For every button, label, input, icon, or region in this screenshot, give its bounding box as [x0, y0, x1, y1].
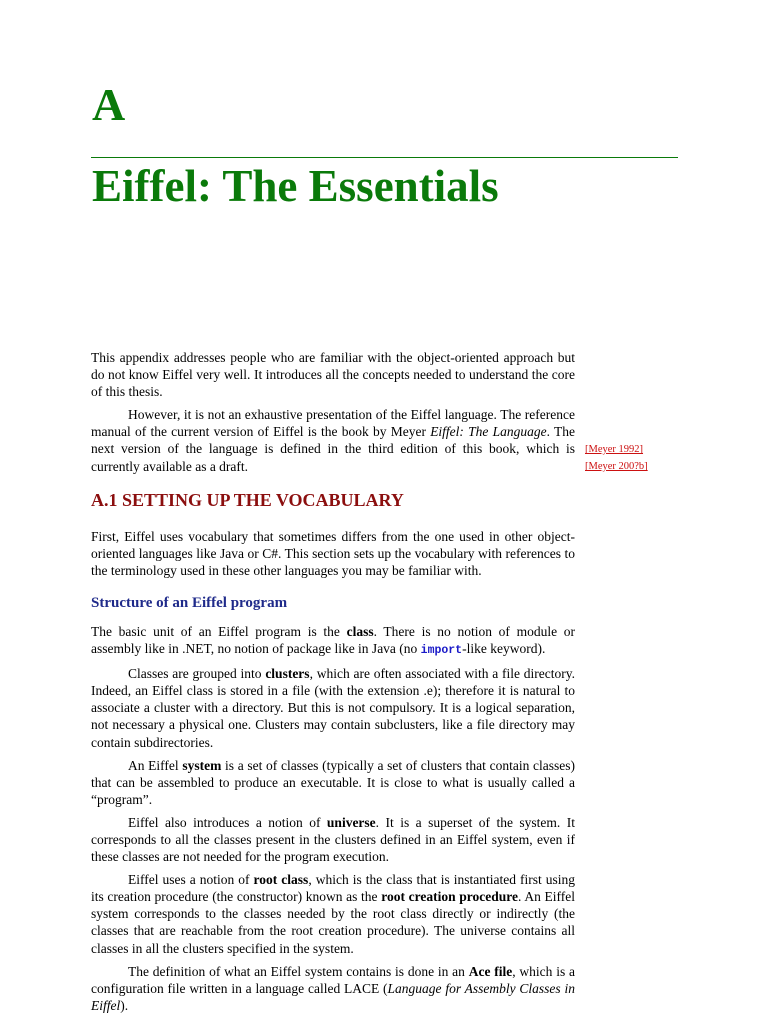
term-universe: universe [326, 814, 376, 830]
chapter-letter: A [92, 79, 126, 130]
margin-ref-meyer-1992[interactable]: [Meyer 1992] [585, 444, 644, 455]
subsection-heading: Structure of an Eiffel program [91, 594, 288, 611]
text: -like keyword). [462, 641, 546, 657]
text: Classes are grouped into [128, 666, 266, 682]
text: ). [120, 997, 129, 1013]
term-system: system [182, 757, 222, 773]
paragraph-universe [91, 814, 575, 865]
text: . There is no notion of module or assembly like in .NET, no notion of package like in Java (no [91, 623, 575, 657]
paragraph-system [91, 757, 575, 808]
text: Eiffel also introduces a notion of [128, 814, 327, 830]
chapter-divider [91, 157, 678, 158]
text: An Eiffel [128, 757, 183, 773]
text: Eiffel uses a notion of [128, 872, 254, 888]
text: , which is the class that is instantiated first using its creation procedure (the constructor) known as the [91, 872, 576, 905]
intro-p2-text-a: However, it is not an exhaustive presentation of the Eiffel language. The reference manual of the current version of Eiffel is the book by Meyer [91, 407, 575, 440]
text: . An Eiffel system corresponds to the classes needed by the root class directly or indirectly (the classes that are reachable from the root creation procedure). The universe contains all classes in all the clusters specified in the system. [91, 889, 575, 956]
lace-expansion: Language for Assembly Classes in Eiffel [91, 980, 575, 1013]
term-root-class: root class [253, 872, 309, 888]
paragraph-ace-file [91, 963, 575, 1014]
section-heading: A.1 SETTING UP THE VOCABULARY [91, 489, 404, 510]
chapter-title: Eiffel: The Essentials [92, 161, 499, 211]
term-ace-file: Ace file [468, 963, 513, 979]
keyword-import: import [420, 644, 463, 658]
paragraph-class [91, 623, 575, 659]
intro-paragraph-2 [91, 406, 575, 474]
term-root-creation-procedure: root creation procedure [381, 889, 519, 905]
text: is a set of classes (typically a set of clusters that contain classes) that can be assembled to produce an executable. It is close to what is usually called a “program”. [91, 757, 575, 807]
text: The basic unit of an Eiffel program is the [91, 623, 347, 639]
intro-paragraph-1: This appendix addresses people who are familiar with the object-oriented approach but do not know Eiffel very well. It introduces all the concepts needed to understand the core of this thesis. [91, 350, 575, 400]
section-paragraph-1: First, Eiffel uses vocabulary that sometimes differs from the one used in other object-oriented languages like Java or C#. This section sets up the vocabulary with references to the terminology used in these other languages you may be familiar with. [91, 528, 575, 578]
term-class: class [346, 623, 374, 639]
text: . It is a superset of the system. It corresponds to all the classes present in the clusters defined in an Eiffel system, even if these classes are not needed for the program execution. [91, 814, 575, 865]
paragraph-root-class [91, 871, 575, 956]
paragraph-clusters [91, 665, 575, 750]
book-title: Eiffel: The Language [430, 424, 547, 440]
page-body [91, 349, 575, 1020]
text: The definition of what an Eiffel system contains is done in an [128, 963, 469, 979]
term-clusters: clusters [265, 666, 310, 682]
intro-p2-text-b: . The next version of the language is defined in the third edition of this book, which is currently available as a draft. [91, 424, 575, 474]
text: , which is a configuration file written in a language called LACE ( [91, 963, 575, 996]
text: , which are often associated with a file directory. Indeed, an Eiffel class is stored in a file (with the extension .e); therefore it is natural to associate a cluster with a directory. But this is not compulsory. It is a logical separation, not necessary a physical one. Clusters may contain subclusters, like a file directory may contain subdirectories. [91, 666, 575, 750]
margin-references [585, 441, 648, 475]
margin-ref-meyer-200x[interactable]: [Meyer 200?b] [585, 461, 648, 472]
